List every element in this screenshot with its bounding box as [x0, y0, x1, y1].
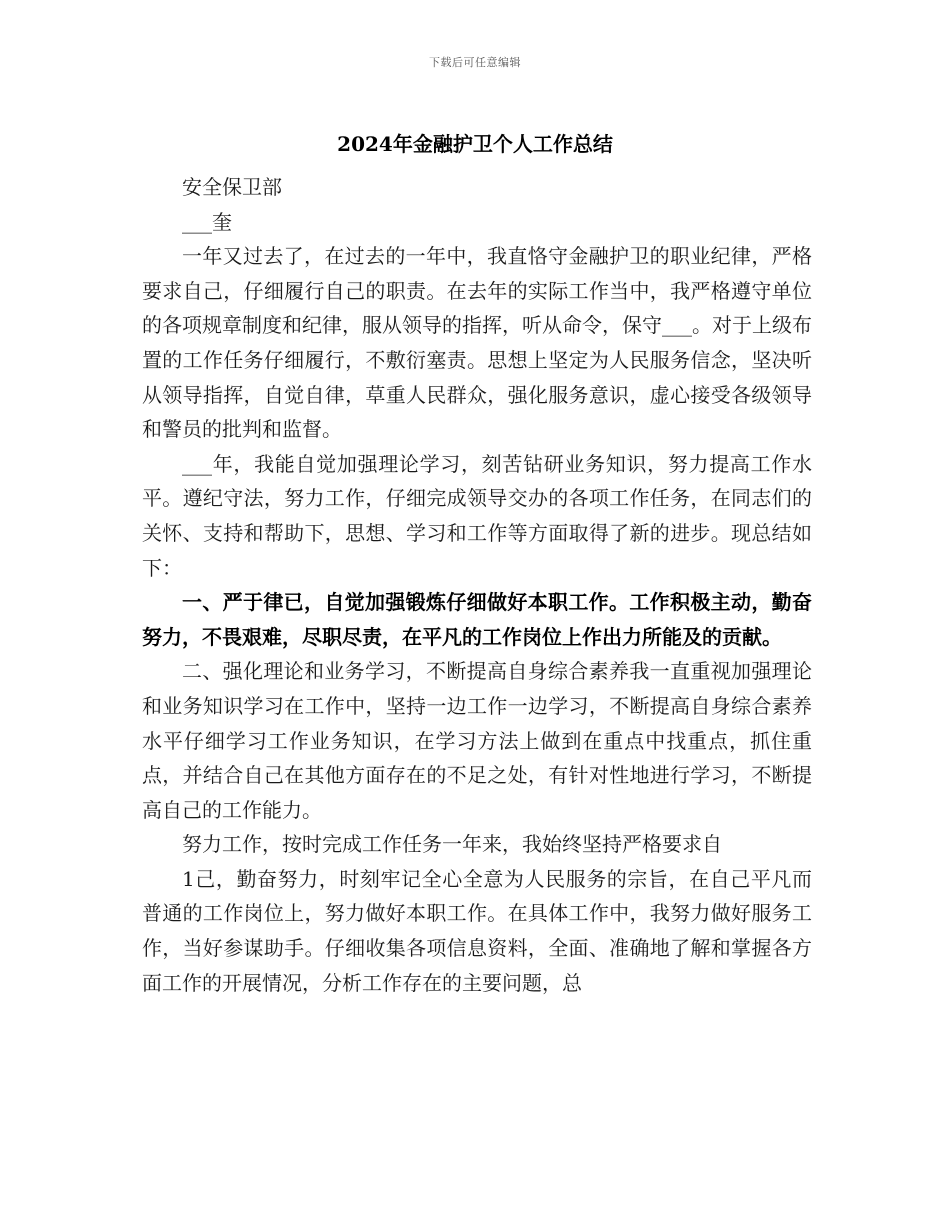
department-line: 安全保卫部 — [182, 175, 282, 199]
paragraph-work: 努力工作，按时完成工作任务一年来，我始终坚持严格要求自 — [182, 832, 722, 857]
paragraph-section-2: 二、强化理论和业务学习，不断提高自身综合素养我一直重视加强理论和业务知识学习在工作中，坚持一边工作一边学习，不断提高自身综合素养水平仔细学习工作业务知识，在学习方法上做到在重点中找重点，抓住重点，并结合自己在其他方面存在的不足之处，有针对性地进行学习，不断提高自己的工作能力。 — [142, 659, 812, 822]
paragraph-intro: 一年又过去了，在过去的一年中，我直恪守金融护卫的职业纪律，严格要求自己，仔细履行自己的职责。在去年的实际工作当中，我严格遵守单位的各项规章制度和纪律，服从领导的指挥，听从命令，保守___。对于上级布置的工作任务仔细履行，不敷衍塞责。思想上坚定为人民服务信念，坚决听从领导指挥，自觉自律，草重人民群众，强化服务意识，虚心接受各级领导和警员的批判和监督。 — [142, 244, 812, 442]
paragraph-continuation: 1己，勤奋努力，时刻牢记全心全意为人民服务的宗旨，在自己平凡而普通的工作岗位上，努力做好本职工作。在具体工作中，我努力做好服务工作，当好参谋助手。仔细收集各项信息资料，全面、准确地了解和掌握各方面工作的开展情况，分析工作存在的主要问题，总 — [142, 866, 812, 995]
header-note: 下载后可任意编辑 — [429, 56, 521, 69]
paragraph-overview: ___年，我能自觉加强理论学习，刻苦钻研业务知识，努力提高工作水平。遵纪守法，努力工作，仔细完成领导交办的各项工作任务，在同志们的关怀、支持和帮助下，思想、学习和工作等方面取得了新的进步。现总结如下： — [142, 451, 812, 580]
author-line: ___奎 — [182, 209, 232, 234]
section-heading-1: 一、严于律已，自觉加强锻炼仔细做好本职工作。工作积极主动，勤奋努力，不畏艰难，尽职尽责，在平凡的工作岗位上作出力所能及的贡献。 — [142, 590, 812, 649]
document-body — [142, 170, 812, 1000]
document-title: 2024年金融护卫个人工作总结 — [337, 132, 613, 156]
